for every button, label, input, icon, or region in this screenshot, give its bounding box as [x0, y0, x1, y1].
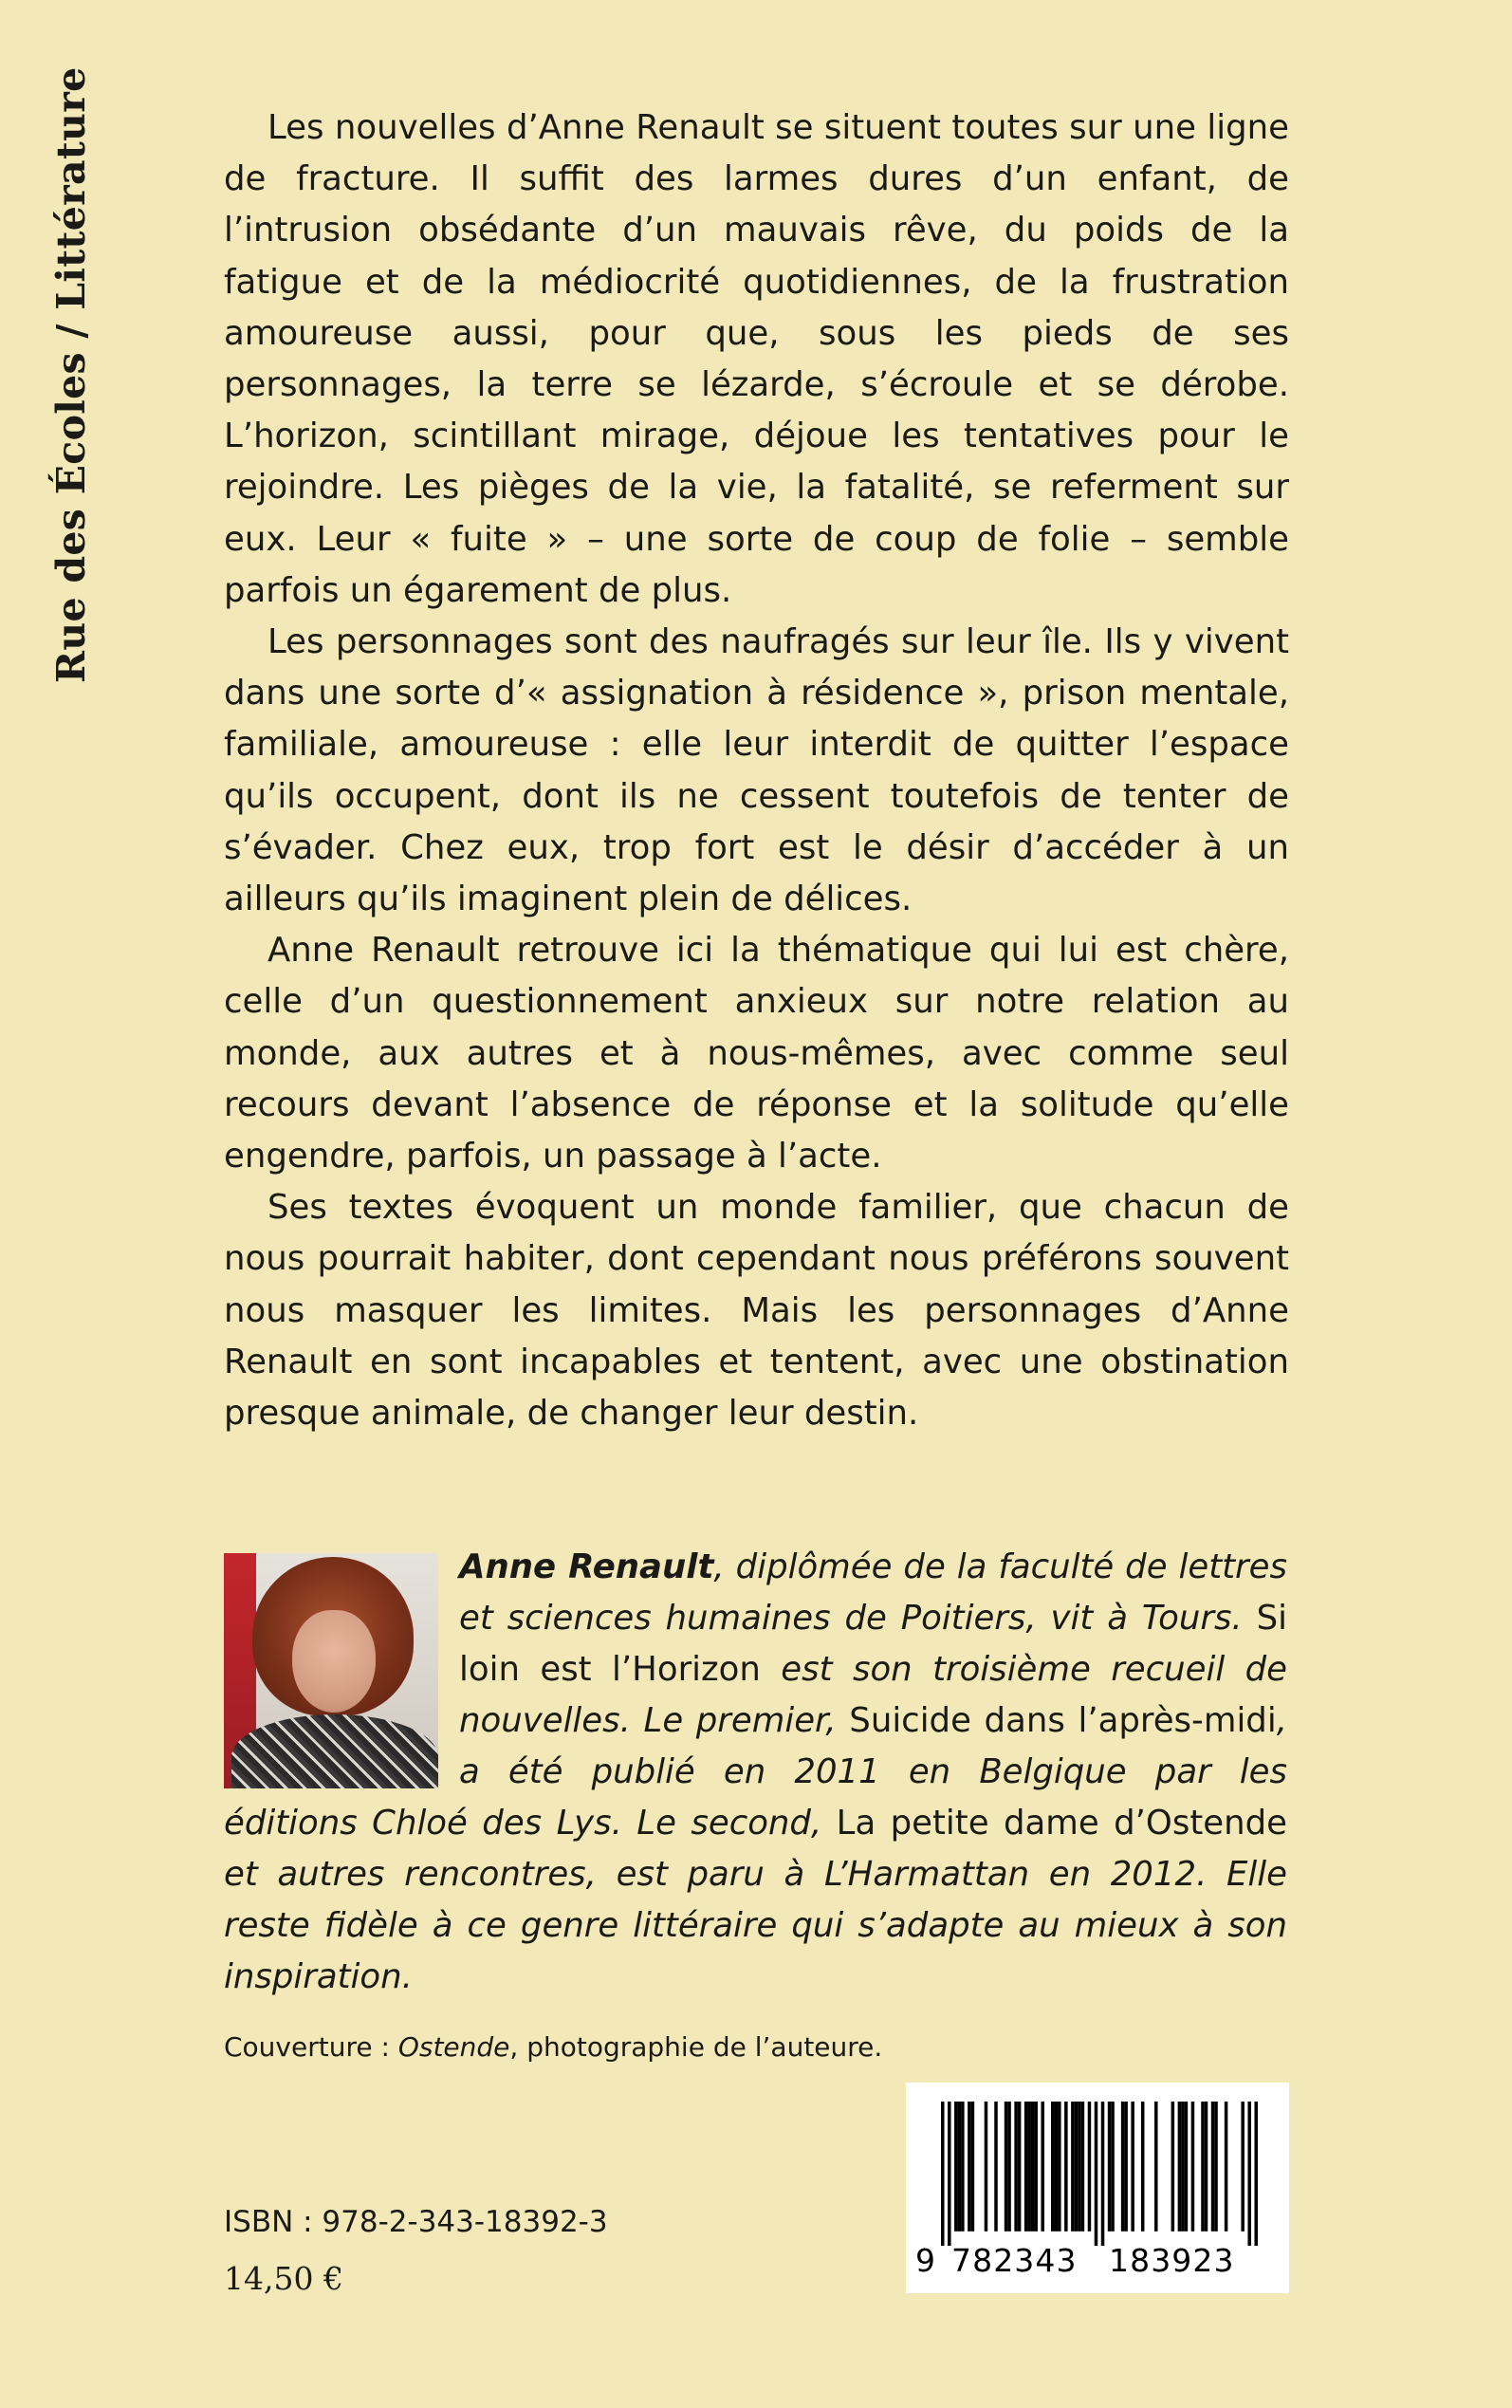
barcode-bar — [941, 2102, 945, 2246]
barcode-bar — [954, 2102, 958, 2232]
barcode-bar — [1254, 2102, 1258, 2246]
barcode-bar — [1058, 2102, 1061, 2232]
barcode-bar — [1071, 2102, 1075, 2232]
bio-text-2: est son troisième recueil de nouvelles. Le premier, — [459, 1650, 1287, 1740]
barcode-bar — [961, 2102, 965, 2232]
barcode-bar — [1185, 2102, 1189, 2232]
barcode-bar — [1041, 2102, 1044, 2232]
barcode-bar — [1247, 2102, 1251, 2246]
barcode-bar — [968, 2102, 971, 2232]
barcode-bar — [1178, 2102, 1182, 2232]
isbn-text: ISBN : 978-2-343-18392-3 — [224, 2205, 608, 2239]
barcode-bar — [1225, 2102, 1228, 2232]
barcode — [906, 2083, 1289, 2293]
barcode-bar — [1024, 2102, 1028, 2232]
cover-credit — [224, 2030, 882, 2065]
barcode-bar — [1141, 2102, 1145, 2232]
credit-title: Ostende — [397, 2031, 510, 2063]
barcode-bar — [994, 2102, 998, 2232]
barcode-bar — [1051, 2102, 1055, 2232]
summary-paragraph-1: Les nouvelles d’Anne Renault se situent toutes sur une ligne de fracture. Il suffit des larmes dures d’un enfant, de l’intrusion obsédante d’un mauvais rêve, du poids de la fatigue et de la médiocrité quotidiennes, de la frustration amoureuse aussi, pour que, sous les pieds de ses personnages, la terre se lézarde, s’écroule et se dérobe. L’horizon, scintillant mirage, déjoue les tentatives pour le rejoindre. Les pièges de la vie, la fatalité, se referment sur eux. Leur « fuite » – une sorte de coup de folie – semble parfois un égarement de plus. — [224, 108, 1289, 610]
barcode-bar — [1214, 2102, 1218, 2232]
barcode-bar — [1211, 2102, 1215, 2232]
bio-text-3: , a été publié en 2011 en Belgique par les éditions Chloé des Lys. Le second, — [224, 1701, 1287, 1843]
barcode-bar — [1078, 2102, 1081, 2232]
author-bio — [224, 1542, 1287, 2003]
author-name: Anne Renault — [459, 1547, 714, 1586]
back-cover-summary — [224, 102, 1289, 1439]
barcode-bar — [1088, 2102, 1092, 2232]
series-title: Rue des Écoles / Littérature — [48, 66, 94, 683]
barcode-right-group: 183923 — [1109, 2242, 1235, 2279]
barcode-bar — [1101, 2102, 1105, 2246]
book-title-second: La petite dame d’Ostende — [836, 1804, 1287, 1843]
barcode-bar — [1111, 2102, 1115, 2232]
price-text: 14,50 € — [224, 2260, 343, 2297]
summary-paragraph-2: Les personnages sont des naufragés sur leur île. Ils y vivent dans une sorte d’« assignation à résidence », prison mentale, familiale, amoureuse : elle leur interdit de quitter l’espace qu’ils occupent, dont ils ne cessent toutefois de tenter de s’évader. Chez eux, trop fort est le désir d’accéder à un ailleurs qu’ils imaginent plein de délices. — [224, 622, 1289, 919]
barcode-bar — [971, 2102, 975, 2232]
barcode-bar — [1131, 2102, 1134, 2232]
barcode-bar — [1055, 2102, 1059, 2232]
barcode-bar — [1034, 2102, 1038, 2232]
barcode-bar — [1018, 2102, 1022, 2232]
barcode-bar — [948, 2102, 951, 2246]
barcode-bar — [1154, 2102, 1158, 2232]
barcode-bar — [1124, 2102, 1128, 2232]
barcode-left-group: 782343 — [951, 2242, 1078, 2279]
barcode-bar — [1014, 2102, 1018, 2232]
barcode-first-digit: 9 — [915, 2242, 937, 2279]
credit-prefix: Couverture : — [224, 2031, 398, 2063]
barcode-bar — [1031, 2102, 1035, 2232]
barcode-bar — [1007, 2102, 1011, 2232]
barcode-bar — [1064, 2102, 1068, 2232]
barcode-bar — [1171, 2102, 1175, 2232]
barcode-bar — [1181, 2102, 1185, 2232]
barcode-bar — [1081, 2102, 1085, 2232]
bio-text-1: , diplômée de la faculté de lettres et sciences humaines de Poitiers, vit à Tours. — [459, 1547, 1287, 1638]
summary-paragraph-4: Ses textes évoquent un monde familier, que chacun de nous pourrait habiter, dont cependant nous préférons souvent nous masquer les limites. Mais les personnages d’Anne Renault en sont incapables et tentent, avec une obstination presque animale, de changer leur destin. — [224, 1188, 1289, 1434]
book-title-first: Suicide dans l’après-midi — [849, 1701, 1277, 1740]
summary-paragraph-3: Anne Renault retrouve ici la thématique qui lui est chère, celle d’un questionnement anxieux sur notre relation au monde, aux autres et à nous-mêmes, avec comme seul recours devant l’absence de réponse et la solitude qu’elle engendre, parfois, un passage à l’acte. — [224, 931, 1289, 1176]
credit-suffix: , photographie de l’auteure. — [509, 2031, 883, 2063]
bio-text-4: et autres rencontres, est paru à L’Harmattan en 2012. Elle reste fidèle à ce genre littéraire qui s’adapte au mieux à son inspiration. — [224, 1855, 1287, 1996]
book-title-current: Si loin est l’Horizon — [459, 1599, 1287, 1689]
barcode-bar — [1201, 2102, 1205, 2232]
barcode-bar — [958, 2102, 962, 2232]
barcode-bar — [1121, 2102, 1125, 2232]
barcode-bar — [1095, 2102, 1098, 2246]
barcode-bar — [985, 2102, 988, 2232]
barcode-bar — [1108, 2102, 1112, 2232]
barcode-bars — [941, 2102, 1258, 2246]
barcode-bar — [1241, 2102, 1245, 2232]
barcode-bar — [1005, 2102, 1008, 2232]
barcode-bar — [1027, 2102, 1031, 2232]
barcode-bar — [1191, 2102, 1195, 2232]
barcode-bar — [1075, 2102, 1079, 2232]
barcode-bar — [1205, 2102, 1208, 2232]
author-photo — [224, 1553, 438, 1788]
